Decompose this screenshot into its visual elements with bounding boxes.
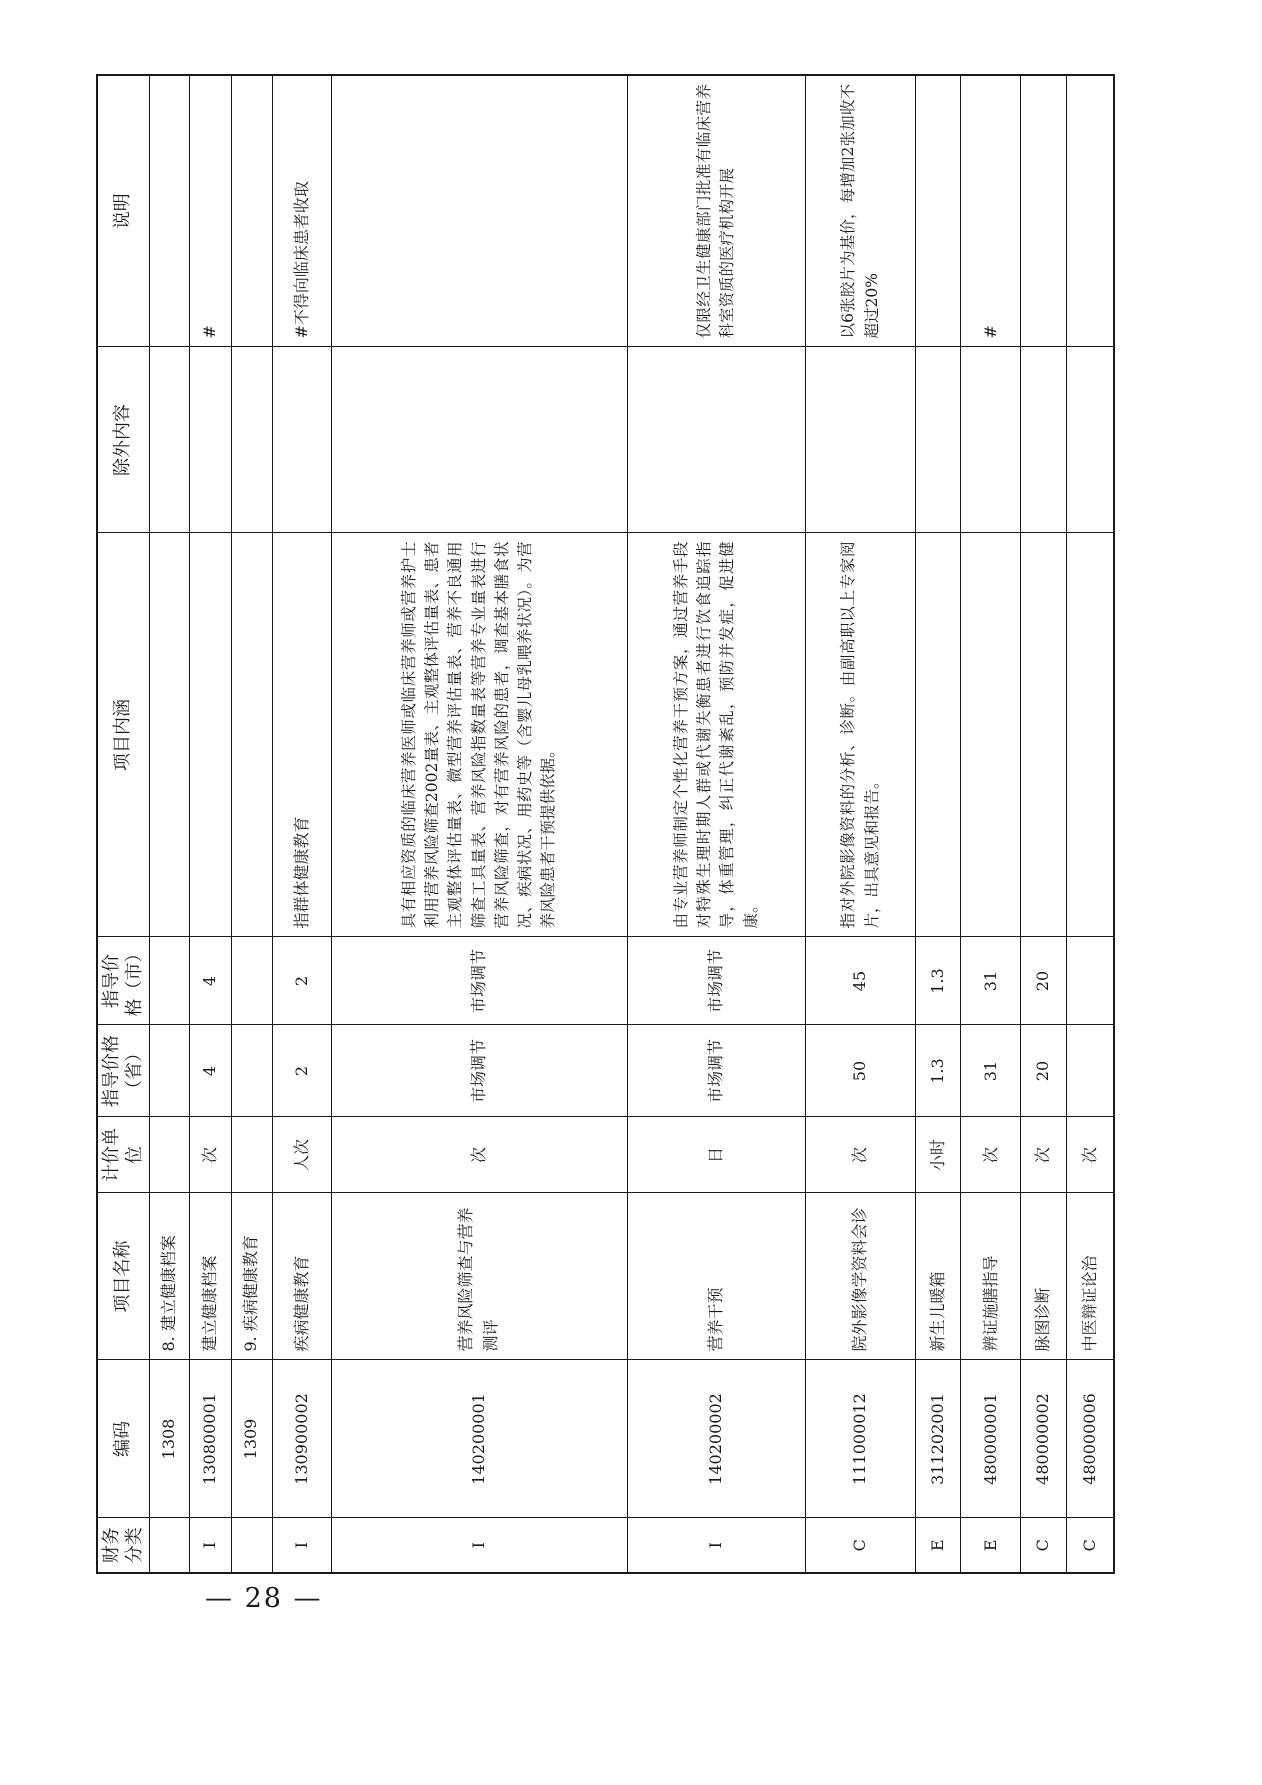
cell-price-city: 20	[1021, 937, 1066, 1025]
cell-note: #不得向临床患者收取	[273, 75, 332, 347]
cell-content	[231, 533, 272, 937]
cell-excluded	[190, 347, 231, 533]
cell-excluded	[961, 347, 1021, 533]
cell-category: C	[1066, 1518, 1114, 1573]
header-unit: 计价单位	[97, 1117, 150, 1193]
table-row	[231, 75, 272, 1573]
cell-name: 院外影像学资料会诊	[806, 1193, 916, 1360]
cell-unit	[231, 1117, 272, 1193]
cell-content: 由专业营养师制定个性化营养干预方案，通过营养手段对特殊生理时期人群或代谢失衡患者进行饮食追踪指导，体重管理，纠正代谢紊乱，预防并发症，促进健康。	[627, 533, 806, 937]
cell-name: 新生儿暖箱	[915, 1193, 960, 1360]
cell-excluded	[231, 347, 272, 533]
header-category: 财务分类	[97, 1518, 150, 1573]
cell-name: 疾病健康教育	[273, 1193, 332, 1360]
cell-category: I	[627, 1518, 806, 1573]
cell-unit: 人次	[273, 1117, 332, 1193]
table-row	[806, 75, 916, 1573]
cell-unit: 日	[627, 1117, 806, 1193]
cell-price-province	[1066, 1025, 1114, 1117]
header-note: 说明	[97, 75, 150, 347]
cell-price-city: 2	[273, 937, 332, 1025]
cell-unit: 次	[961, 1117, 1021, 1193]
cell-note: 仅限经卫生健康部门批准有临床营养科室资质的医疗机构开展	[627, 75, 806, 347]
table-row	[1021, 75, 1066, 1573]
cell-code: 480000006	[1066, 1360, 1114, 1518]
cell-price-province: 市场调节	[331, 1025, 627, 1117]
cell-content	[1066, 533, 1114, 937]
cell-price-province: 4	[190, 1025, 231, 1117]
cell-name: 辨证施膳指导	[961, 1193, 1021, 1360]
cell-unit: 次	[1066, 1117, 1114, 1193]
cell-price-province: 20	[1021, 1025, 1066, 1117]
cell-unit: 次	[1021, 1117, 1066, 1193]
table-row	[915, 75, 960, 1573]
table-header-row	[97, 75, 150, 1573]
cell-content	[915, 533, 960, 937]
cell-price-province	[231, 1025, 272, 1117]
cell-content	[190, 533, 231, 937]
header-code: 编码	[97, 1360, 150, 1518]
cell-name: 中医辩证论治	[1066, 1193, 1114, 1360]
table-row	[627, 75, 806, 1573]
cell-unit: 次	[190, 1117, 231, 1193]
cell-code: 1309	[231, 1360, 272, 1518]
cell-name: 营养干预	[627, 1193, 806, 1360]
header-name: 项目名称	[97, 1193, 150, 1360]
cell-excluded	[273, 347, 332, 533]
cell-code: 1308	[150, 1360, 190, 1518]
cell-unit: 次	[806, 1117, 916, 1193]
header-price-province: 指导价格（省）	[97, 1025, 150, 1117]
cell-content	[961, 533, 1021, 937]
cell-content	[150, 533, 190, 937]
table-row	[273, 75, 332, 1573]
cell-note	[231, 75, 272, 347]
cell-note	[331, 75, 627, 347]
cell-unit: 次	[331, 1117, 627, 1193]
cell-price-city: 市场调节	[627, 937, 806, 1025]
cell-price-city: 市场调节	[331, 937, 627, 1025]
table-row	[190, 75, 231, 1573]
cell-unit: 小时	[915, 1117, 960, 1193]
cell-content: 具有相应资质的临床营养医师或临床营养师或营养护士利用营养风险筛查2002量表、主观整体评估量表、患者主观整体评估量表、微型营养评估量表、营养不良通用筛查工具量表、营养风险指数量表等营养专业量表进行营养风险筛查，对有营养风险的患者，调查基本膳食状况、疾病状况、用药史等（含婴儿母乳喂养状况）。为营养风险患者干预提供依据。	[331, 533, 627, 937]
cell-unit	[150, 1117, 190, 1193]
cell-note: #	[190, 75, 231, 347]
cell-content: 指对外院影像资料的分析、诊断。由副高职以上专家阅片，出具意见和报告。	[806, 533, 916, 937]
cell-code: 480000002	[1021, 1360, 1066, 1518]
header-content: 项目内涵	[97, 533, 150, 937]
cell-price-province: 31	[961, 1025, 1021, 1117]
cell-price-city	[150, 937, 190, 1025]
header-excluded: 除外内容	[97, 347, 150, 533]
cell-name: 9. 疾病健康教育	[231, 1193, 272, 1360]
cell-price-city	[1066, 937, 1114, 1025]
cell-note	[150, 75, 190, 347]
cell-category: I	[273, 1518, 332, 1573]
cell-price-province: 2	[273, 1025, 332, 1117]
cell-price-province: 1.3	[915, 1025, 960, 1117]
cell-note	[1066, 75, 1114, 347]
cell-excluded	[150, 347, 190, 533]
cell-category: E	[961, 1518, 1021, 1573]
cell-name: 建立健康档案	[190, 1193, 231, 1360]
cell-code: 111000012	[806, 1360, 916, 1518]
cell-code: 140200002	[627, 1360, 806, 1518]
cell-excluded	[1021, 347, 1066, 533]
cell-code: 140200001	[331, 1360, 627, 1518]
cell-name: 营养风险筛查与营养测评	[331, 1193, 627, 1360]
cell-price-province: 50	[806, 1025, 916, 1117]
cell-note: #	[961, 75, 1021, 347]
cell-name: 脉图诊断	[1021, 1193, 1066, 1360]
cell-category: C	[806, 1518, 916, 1573]
cell-note	[915, 75, 960, 347]
cell-category	[231, 1518, 272, 1573]
table-row	[331, 75, 627, 1573]
cell-price-city: 45	[806, 937, 916, 1025]
cell-category	[150, 1518, 190, 1573]
table-row	[961, 75, 1021, 1573]
cell-excluded	[331, 347, 627, 533]
cell-category: C	[1021, 1518, 1066, 1573]
cell-price-city: 31	[961, 937, 1021, 1025]
cell-code: 311202001	[915, 1360, 960, 1518]
cell-price-province: 市场调节	[627, 1025, 806, 1117]
cell-name: 8. 建立健康档案	[150, 1193, 190, 1360]
cell-excluded	[1066, 347, 1114, 533]
cell-content: 指群体健康教育	[273, 533, 332, 937]
cell-note: 以6张胶片为基价，每增加2张加收不超过20%	[806, 75, 916, 347]
table-row	[1066, 75, 1114, 1573]
cell-category: E	[915, 1518, 960, 1573]
cell-code: 130800001	[190, 1360, 231, 1518]
price-table	[96, 74, 1115, 1574]
cell-price-city: 4	[190, 937, 231, 1025]
cell-content	[1021, 533, 1066, 937]
cell-price-city: 1.3	[915, 937, 960, 1025]
cell-code: 480000001	[961, 1360, 1021, 1518]
cell-category: I	[190, 1518, 231, 1573]
cell-excluded	[915, 347, 960, 533]
cell-excluded	[627, 347, 806, 533]
table-row	[150, 75, 190, 1573]
cell-note	[1021, 75, 1066, 347]
cell-price-city	[231, 937, 272, 1025]
cell-excluded	[806, 347, 916, 533]
header-price-city: 指导价格（市）	[97, 937, 150, 1025]
cell-category: I	[331, 1518, 627, 1573]
cell-price-province	[150, 1025, 190, 1117]
rotated-page-content	[96, 76, 1115, 1574]
cell-code: 130900002	[273, 1360, 332, 1518]
page-number: — 28 —	[205, 1583, 323, 1614]
